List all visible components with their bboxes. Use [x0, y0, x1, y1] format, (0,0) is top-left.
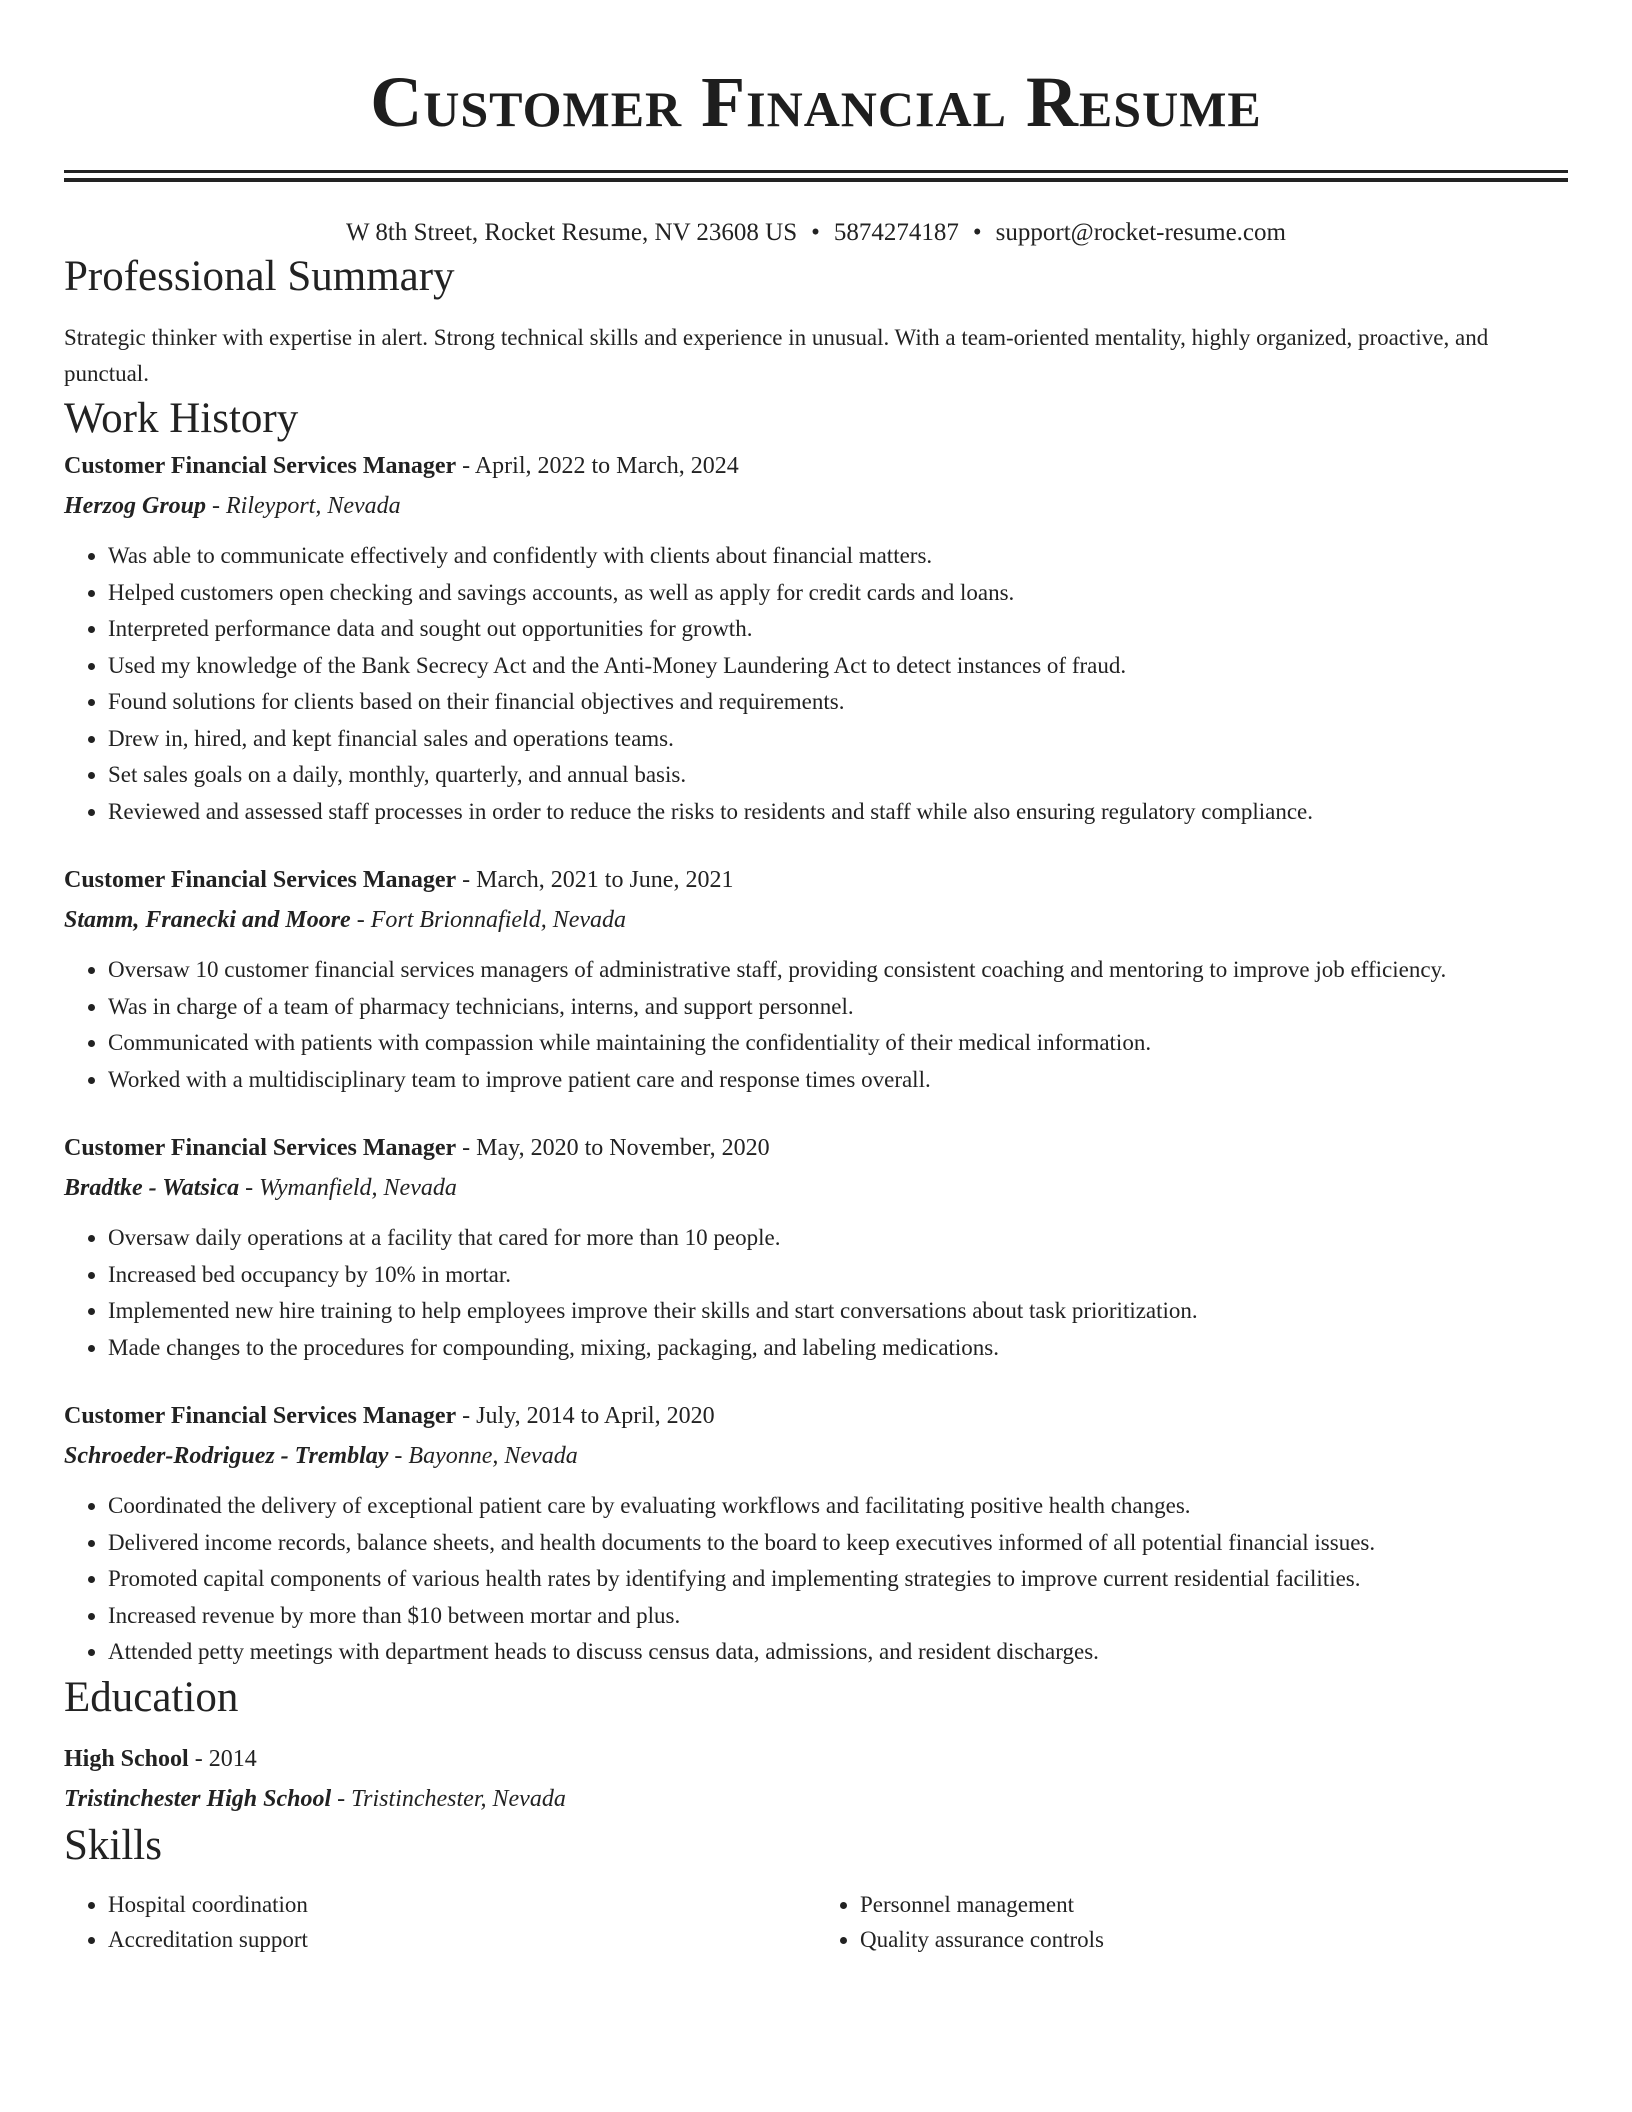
summary-text: Strategic thinker with expertise in alert. Strong technical skills and experience in unusual. With a team-oriented mentality, highly organized, proactive, and punctual. [64, 325, 1489, 386]
job-dates: - July, 2014 to April, 2020 [456, 1403, 715, 1429]
job-company-line [64, 1436, 1568, 1476]
job-company: Bradtke - Watsica [64, 1175, 240, 1201]
job-role: Customer Financial Services Manager [64, 453, 457, 479]
education-school-line [64, 1779, 1568, 1819]
list-item: • Made changes to the procedures for compounding, mixing, packaging, and labeling medications. [108, 1330, 1568, 1367]
job-location: - Wymanfield, Nevada [239, 1175, 457, 1201]
skill-item: • Personnel management [860, 1887, 1568, 1922]
education-degree: High School [64, 1745, 189, 1772]
list-item: • Increased bed occupancy by 10% in mortar. [108, 1257, 1568, 1294]
skills-grid [64, 1887, 1568, 1957]
section-title-skills: Skills [64, 1821, 162, 1869]
contact-email[interactable]: support@rocket-resume.com [995, 219, 1286, 246]
job-location: - Bayonne, Nevada [388, 1443, 578, 1469]
job-location: - Rileyport, Nevada [206, 493, 401, 519]
job-entry [64, 446, 1568, 830]
job-entry [64, 1396, 1568, 1671]
list-item: • Was able to communicate effectively and confidently with clients about financial matters. [108, 538, 1568, 575]
title-divider [64, 170, 1568, 182]
skill-item: • Hospital coordination [108, 1887, 816, 1922]
section-title-education: Education [64, 1673, 239, 1721]
job-company-line [64, 1168, 1568, 1208]
section-title-work: Work History [64, 395, 299, 442]
list-item: • Reviewed and assessed staff processes in order to reduce the risks to residents and staff while also ensuring regulatory compliance. [108, 794, 1568, 831]
section-title-summary: Professional Summary [64, 253, 455, 300]
list-item: • Worked with a multidisciplinary team to improve patient care and response times overall. [108, 1062, 1568, 1099]
education-heading [64, 1739, 1568, 1779]
skill-item: • Accreditation support [108, 1922, 816, 1957]
list-item: • Set sales goals on a daily, monthly, quarterly, and annual basis. [108, 757, 1568, 794]
job-company: Schroeder-Rodriguez - Tremblay [64, 1443, 389, 1469]
job-entry [64, 860, 1568, 1098]
job-company-line [64, 900, 1568, 940]
list-item: • Delivered income records, balance sheets, and health documents to the board to keep executives informed of all potential financial issues. [108, 1525, 1568, 1562]
list-item: • Implemented new hire training to help employees improve their skills and start conversations about task prioritization. [108, 1293, 1568, 1330]
education-year: - 2014 [188, 1745, 257, 1772]
list-item: • Increased revenue by more than $10 between mortar and plus. [108, 1598, 1568, 1635]
list-item: • Attended petty meetings with department heads to discuss census data, admissions, and resident discharges. [108, 1634, 1568, 1671]
job-heading [64, 1396, 1568, 1436]
education-school: Tristinchester High School [64, 1785, 332, 1812]
education-location: - Tristinchester, Nevada [331, 1785, 566, 1812]
skill-item: • Quality assurance controls [860, 1922, 1568, 1957]
contact-separator: • [972, 219, 982, 246]
list-item: • Oversaw 10 customer financial services managers of administrative staff, providing consistent coaching and mentoring to improve job efficiency. [108, 952, 1568, 989]
list-item: • Coordinated the delivery of exceptional patient care by evaluating workflows and facilitating positive health changes. [108, 1488, 1568, 1525]
job-role: Customer Financial Services Manager [64, 1135, 457, 1161]
list-item: • Oversaw daily operations at a facility that cared for more than 10 people. [108, 1220, 1568, 1257]
list-item: • Was in charge of a team of pharmacy technicians, interns, and support personnel. [108, 989, 1568, 1026]
list-item: • Communicated with patients with compassion while maintaining the confidentiality of their medical information. [108, 1025, 1568, 1062]
list-item: • Helped customers open checking and savings accounts, as well as apply for credit cards and loans. [108, 575, 1568, 612]
job-bullets [64, 1488, 1568, 1671]
job-company-line [64, 486, 1568, 526]
resume-title: Customer Financial Resume [370, 62, 1262, 142]
job-role: Customer Financial Services Manager [64, 1403, 457, 1429]
job-dates: - March, 2021 to June, 2021 [456, 867, 734, 893]
job-dates: - April, 2022 to March, 2024 [456, 453, 739, 479]
list-item: • Interpreted performance data and sought out opportunities for growth. [108, 611, 1568, 648]
contact-address: W 8th Street, Rocket Resume, NV 23608 US [346, 219, 798, 246]
job-bullets [64, 1220, 1568, 1366]
contact-separator: • [811, 219, 820, 246]
job-company: Stamm, Franecki and Moore [64, 907, 351, 933]
job-bullets [64, 538, 1568, 830]
contact-line [64, 216, 1568, 250]
contact-phone: 5874274187 [833, 219, 959, 246]
job-role: Customer Financial Services Manager [64, 867, 457, 893]
job-heading [64, 446, 1568, 486]
list-item: • Drew in, hired, and kept financial sales and operations teams. [108, 721, 1568, 758]
skills-column-right [816, 1887, 1568, 1957]
list-item: • Used my knowledge of the Bank Secrecy Act and the Anti-Money Laundering Act to detect instances of fraud. [108, 648, 1568, 685]
skills-column-left [64, 1887, 816, 1957]
job-location: - Fort Brionnafield, Nevada [350, 907, 626, 933]
job-entry [64, 1128, 1568, 1366]
job-heading [64, 860, 1568, 900]
job-company: Herzog Group [64, 493, 207, 519]
job-dates: - May, 2020 to November, 2020 [456, 1135, 770, 1161]
list-item: • Found solutions for clients based on their financial objectives and requirements. [108, 684, 1568, 721]
job-bullets [64, 952, 1568, 1098]
job-heading [64, 1128, 1568, 1168]
list-item: • Promoted capital components of various health rates by identifying and implementing strategies to improve current residential facilities. [108, 1561, 1568, 1598]
